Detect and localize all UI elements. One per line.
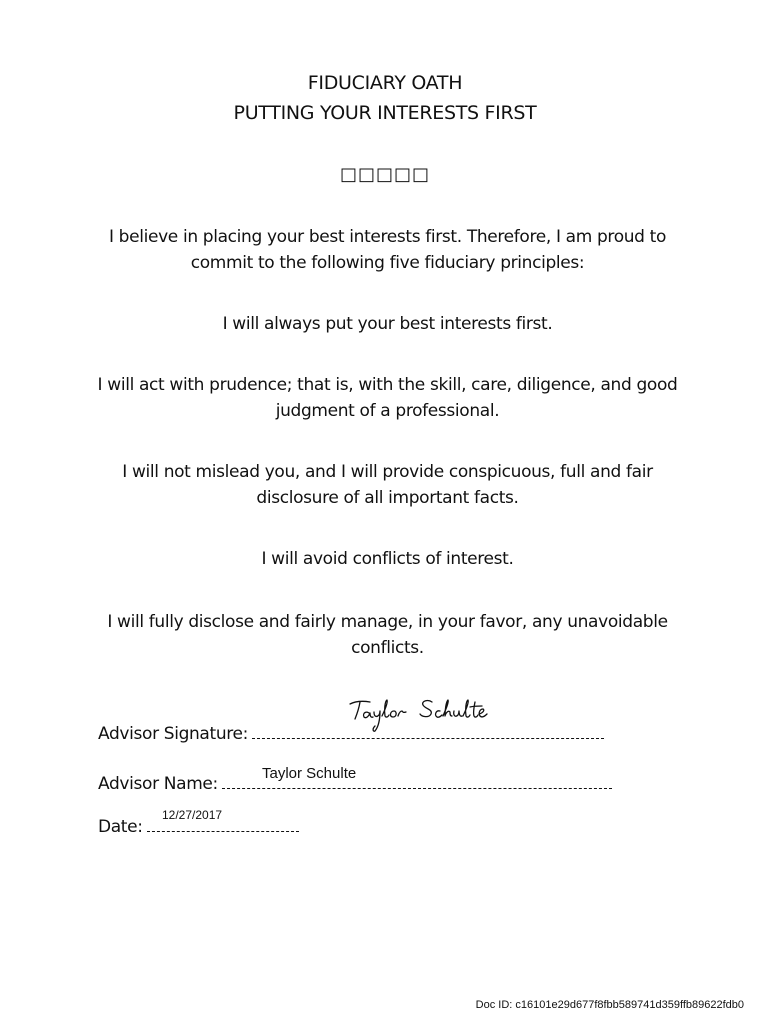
document-title xyxy=(0,68,770,128)
principle-1: I will always put your best interests first. xyxy=(222,314,553,334)
title-line-1: FIDUCIARY OATH xyxy=(307,72,463,94)
signature-line[interactable] xyxy=(252,722,604,739)
missing-glyph-boxes: □□□□□ xyxy=(339,164,431,185)
advisor-name-line[interactable] xyxy=(222,772,612,789)
advisor-name-field xyxy=(98,772,612,796)
signature-field xyxy=(98,722,604,746)
principle-2: I will act with prudence; that is, with the skill, care, diligence, and good judgment of a professional. xyxy=(97,375,678,421)
date-value[interactable]: 12/27/2017 xyxy=(162,808,223,822)
title-line-2: PUTTING YOUR INTERESTS FIRST xyxy=(233,102,537,124)
date-line[interactable] xyxy=(147,815,299,832)
date-field xyxy=(98,815,299,839)
principle-3: I will not mislead you, and I will provide conspicuous, full and fair disclosure of all important facts. xyxy=(122,462,653,508)
signature-label: Advisor Signature: xyxy=(98,724,248,744)
advisor-name-label: Advisor Name: xyxy=(98,774,218,794)
principle-5: I will fully disclose and fairly manage, in your favor, any unavoidable conflicts. xyxy=(107,612,668,658)
intro-paragraph: I believe in placing your best interests first. Therefore, I am proud to commit to the following five fiduciary principles: xyxy=(108,227,667,273)
principle-4: I will avoid conflicts of interest. xyxy=(261,549,514,569)
advisor-name-value[interactable]: Taylor Schulte xyxy=(262,765,357,782)
date-label: Date: xyxy=(98,817,143,837)
doc-id: Doc ID: c16101e29d677f8fbb589741d359ffb89622fdb0 xyxy=(475,999,744,1011)
